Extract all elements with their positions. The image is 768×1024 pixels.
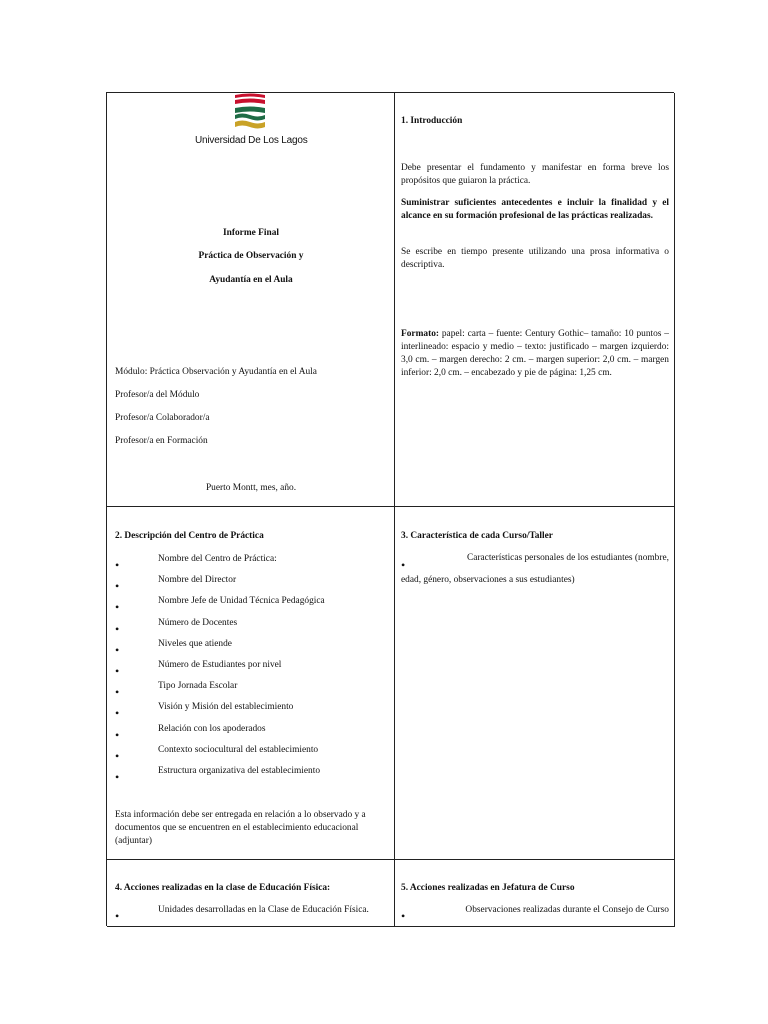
- curso-item-line2: edad, género, observaciones a sus estudiantes): [401, 575, 575, 585]
- profesor-formacion: Profesor/a en Formación: [115, 436, 208, 446]
- profesor-colaborador: Profesor/a Colaborador/a: [115, 413, 210, 423]
- centro-note: Esta información debe ser entregada en relación a lo observado y a documentos que se encuentren en el establecimiento educacional (adjuntar): [115, 810, 366, 846]
- bullet-marker: •: [115, 642, 120, 657]
- bullet-marker: •: [115, 621, 120, 636]
- format-text: papel: carta – fuente: Century Gothic– tamaño: 10 puntos – interlineado: espacio y medio – texto: justificado – margen izquierdo: 3,0 cm. – margen derecho: 2 cm. – margen superior: 2,0 cm. – margen inferior: 2,0 cm. – encabezado y pie de página: 1,25 cm.: [401, 329, 669, 378]
- introduction-paragraph-2: Suministrar suficientes antecedentes e incluir la finalidad y el alcance en su formación profesional de las prácticas realizadas.: [401, 198, 669, 221]
- bullet-marker: •: [115, 664, 120, 678]
- centro-list-item: Número de Docentes: [158, 617, 238, 628]
- module-line: Módulo: Práctica Observación y Ayudantía en el Aula: [115, 367, 317, 377]
- bullet-marker: •: [115, 706, 120, 721]
- introduction-heading: 1. Introducción: [401, 116, 463, 126]
- introduction-paragraph-1: Debe presentar el fundamento y manifestar en forma breve los propósitos que guiaron la práctica.: [401, 163, 669, 186]
- centro-list-item: Visión y Misión del establecimiento: [158, 702, 294, 713]
- bullet-marker: •: [115, 770, 120, 784]
- bullet-marker: •: [115, 748, 120, 763]
- bullet-marker: •: [115, 579, 120, 594]
- educacion-fisica-heading: 4. Acciones realizadas en la clase de Educación Física:: [115, 883, 331, 893]
- educacion-fisica-item: Unidades desarrolladas en la Clase de Educación Física.: [158, 905, 369, 915]
- document-table: [106, 92, 674, 926]
- centro-list-item: Estructura organizativa del establecimiento: [158, 766, 321, 776]
- curso-heading: 3. Característica de cada Curso/Taller: [401, 531, 553, 541]
- report-title: Informe Final: [223, 228, 279, 238]
- centro-practica-cell: [107, 507, 395, 860]
- centro-list-item: Contexto sociocultural del establecimiento: [158, 744, 319, 755]
- bullet-marker: •: [115, 727, 120, 742]
- university-name: Universidad De Los Lagos: [195, 135, 308, 146]
- bullet-marker: •: [401, 909, 406, 923]
- bullet-marker: •: [115, 685, 120, 700]
- centro-list-item: Tipo Jornada Escolar: [158, 681, 238, 692]
- format-paragraph: [401, 328, 669, 380]
- cover-cell: [107, 93, 395, 507]
- format-label: Formato:: [401, 329, 440, 339]
- educacion-fisica-cell: [107, 860, 395, 927]
- curso-item-line1: Características personales de los estudiantes (nombre,: [466, 553, 669, 563]
- centro-heading: 2. Descripción del Centro de Práctica: [115, 531, 264, 541]
- bullet-marker: •: [401, 558, 406, 572]
- report-subject-line2: Ayudantía en el Aula: [209, 275, 293, 285]
- centro-list-item: Nombre del Director: [158, 575, 237, 586]
- report-subject-line1: Práctica de Observación y: [198, 251, 304, 261]
- centro-list-item: Niveles que atiende: [158, 638, 232, 649]
- jefatura-heading: 5. Acciones realizadas en Jefatura de Curso: [401, 883, 575, 893]
- bullet-marker: •: [115, 600, 120, 615]
- curso-taller-cell: [395, 507, 675, 860]
- bullet-marker: •: [115, 558, 120, 572]
- jefatura-cell: [395, 860, 675, 927]
- profesor-modulo: Profesor/a del Módulo: [115, 390, 200, 400]
- bullet-marker: •: [115, 909, 120, 923]
- centro-list-item: Nombre Jefe de Unidad Técnica Pedagógica: [158, 596, 325, 607]
- introduction-cell: [395, 93, 675, 507]
- jefatura-item: Observaciones realizadas durante el Consejo de Curso: [465, 905, 669, 915]
- introduction-paragraph-3: Se escribe en tiempo presente utilizando una prosa informativa o descriptiva.: [401, 247, 669, 270]
- place-date: Puerto Montt, mes, año.: [205, 483, 297, 493]
- centro-list-item: Nombre del Centro de Práctica:: [158, 554, 277, 564]
- centro-list-item: Número de Estudiantes por nivel: [158, 660, 282, 670]
- centro-list-item: Relación con los apoderados: [158, 723, 266, 734]
